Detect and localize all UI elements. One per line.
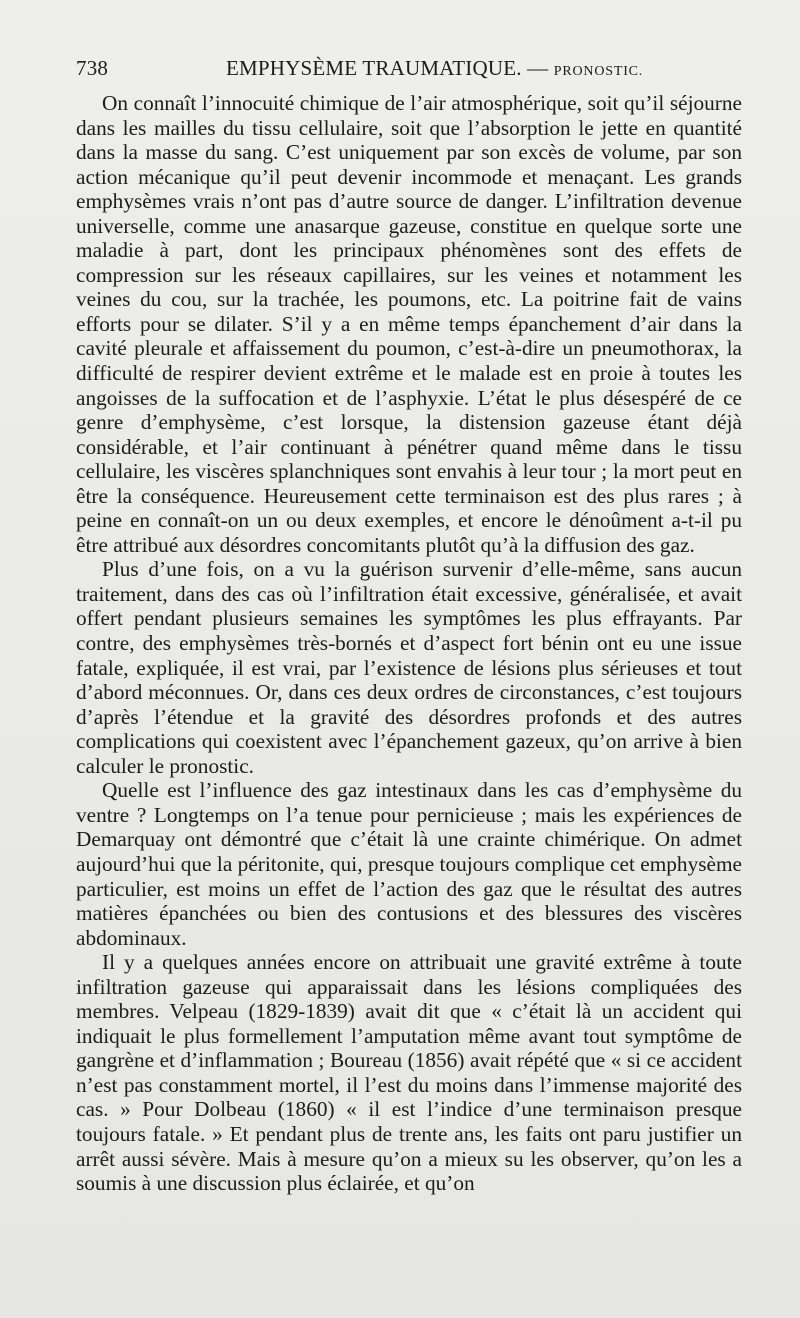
running-head [76,56,740,86]
running-title [226,56,643,81]
paragraph-1: On connaît l’innocuité chimique de l’air atmosphérique, soit qu’il séjourne dans les mailles du tissu cellulaire, soit que l’absorption le jette en quantité dans la masse du sang. C’est uniquement par son excès de volume, par son action mécanique qu’il peut devenir incommode et menaçant. Les grands emphysèmes vrais n’ont pas d’autre source de danger. L’infiltration devenue universelle, comme une anasarque gazeuse, constitue en quelque sorte une maladie à part, dont les principaux phénomènes sont des effets de compression sur les réseaux capillaires, sur les veines et notamment les veines du cou, sur la trachée, les poumons, etc. La poitrine fait de vains efforts pour se dilater. S’il y a en même temps épanchement d’air dans la cavité pleurale et affaissement du poumon, c’est-à-dire un pneumothorax, la difficulté de respirer devient extrême et le malade est en proie à toutes les angoisses de la suffocation et de l’asphyxie. L’état le plus désespéré de ce genre d’emphysème, c’est lorsque, la distension gazeuse étant déjà considérable, et l’air continuant à pénétrer quand même dans le tissu cellulaire, les viscères splanchniques sont envahis à leur tour ; la mort peut en être la conséquence. Heureusement cette terminaison est des plus rares ; à peine en connaît-on un ou deux exemples, et encore le dénoûment a-t-il pu être attribué aux désordres concomitants plutôt qu’à la diffusion des gaz. [76,91,742,557]
paragraph-4: Il y a quelques années encore on attribuait une gravité extrême à toute infiltration gazeuse qui apparaissait dans les lésions compliquées des membres. Velpeau (1829-1839) avait dit que « c’était là un accident qui indiquait le plus formellement l’amputation même avant tout symptôme de gangrène et d’inflammation ; Boureau (1856) avait répété que « si ce accident n’est pas constamment mortel, il l’est du moins dans l’immense majorité des cas. » Pour Dolbeau (1860) « il est l’indice d’une terminaison presque toujours fatale. » Et pendant plus de trente ans, les faits ont paru justifier un arrêt aussi sévère. Mais à mesure qu’on a mieux su les observer, qu’on les a soumis à une discussion plus éclairée, et qu’on [76,950,742,1196]
page-number: 738 [76,56,109,80]
paragraph-2: Plus d’une fois, on a vu la guérison survenir d’elle-même, sans aucun traitement, dans des cas où l’infiltration était excessive, généralisée, et avait offert pendant plusieurs semaines les symptômes les plus effrayants. Par contre, des emphysèmes très-bornés et d’aspect fort bénin ont eu une issue fatale, expliquée, il est vrai, par l’existence de lésions plus sérieuses et tout d’abord méconnues. Or, dans ces deux ordres de circonstances, c’est toujours d’après l’étendue et la gravité des désordres profonds et des autres complications qui coexistent avec l’épanchement gazeux, qu’on arrive à bien calculer le pronostic. [76,557,742,778]
chapter-title: EMPHYSÈME TRAUMATIQUE. — [226,56,549,80]
body-text [76,91,742,1196]
section-subtitle: PRONOSTIC. [553,64,644,79]
paragraph-3: Quelle est l’influence des gaz intestinaux dans les cas d’emphysème du ventre ? Longtemps on l’a tenue pour pernicieuse ; mais les expériences de Demarquay ont démontré que c’était là une crainte chimérique. On admet aujourd’hui que la péritonite, qui, presque toujours complique cet emphysème particulier, est moins un effet de l’action des gaz que le résultat des autres matières épanchées ou bien des contusions et des blessures des viscères abdominaux. [76,778,742,950]
